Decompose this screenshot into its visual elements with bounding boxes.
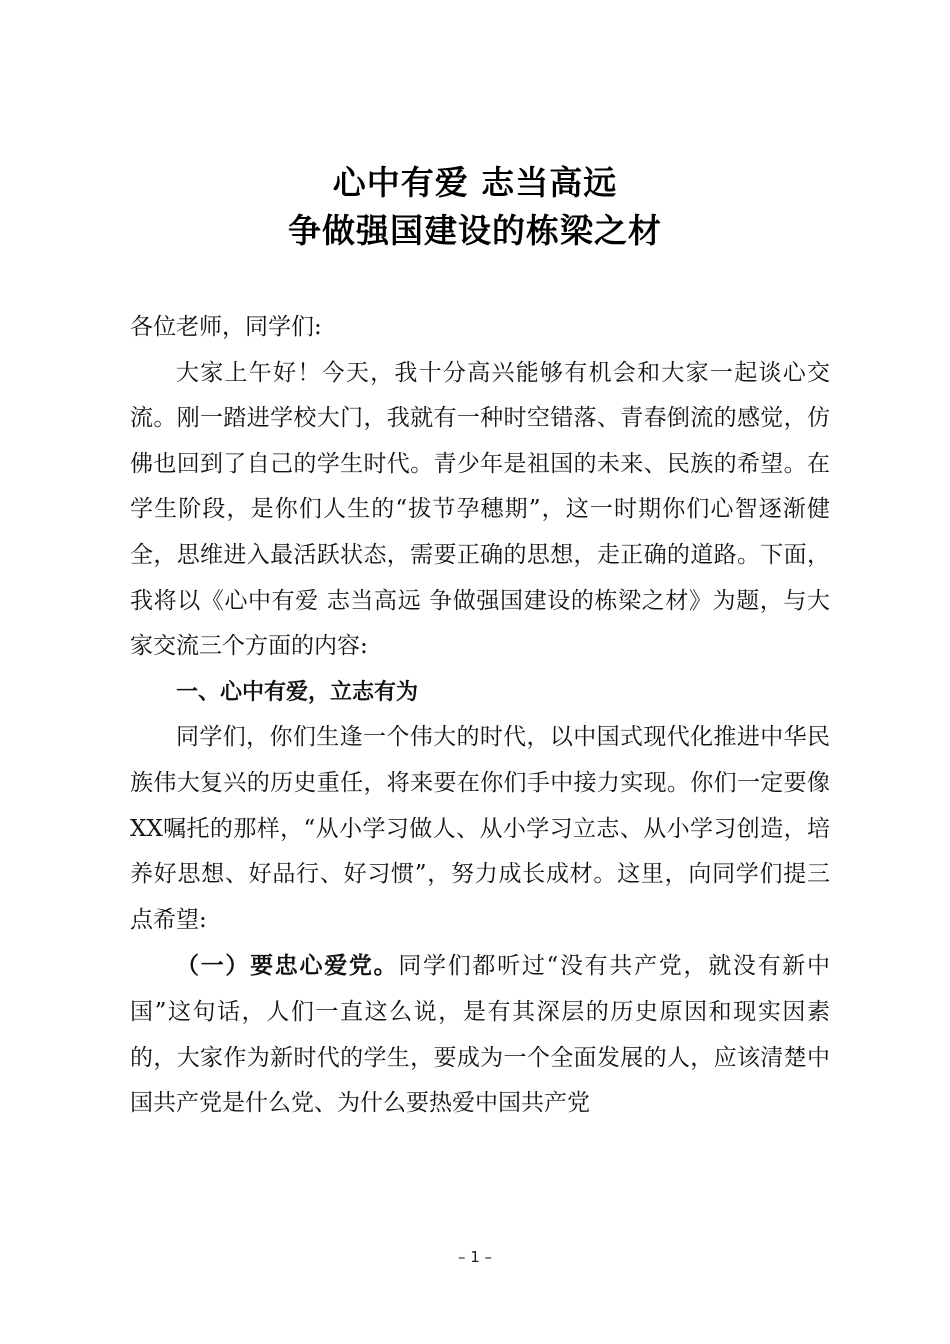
point1-text: 同学们都听过“没有共产党，就没有新中国”这句话，人们一直这么说，是有其深层的历史原因和现实因素的，大家作为新时代的学生，要成为一个全面发展的人，应该清楚中国共产党是什么党、为什么要热爱中国共产党	[130, 953, 830, 1117]
page-number: – 1 –	[457, 1248, 493, 1266]
section1-heading: 一、心中有爱，立志有为	[176, 679, 419, 705]
salutation: 各位老师，同学们:	[130, 314, 322, 340]
section1-paragraph: 同学们，你们生逢一个伟大的时代，以中国式现代化推进中华民族伟大复兴的历史重任，将来要在你们手中接力实现。你们一定要像XX嘱托的那样，“从小学习做人、从小学习立志、从小学习创造，培养好思想、好品行、好习惯”，努力成长成材。这里，向同学们提三点希望:	[130, 724, 830, 933]
point1-paragraph	[130, 943, 830, 1126]
intro-paragraph: 大家上午好！今天，我十分高兴能够有机会和大家一起谈心交流。刚一踏进学校大门，我就有一种时空错落、青春倒流的感觉，仿佛也回到了自己的学生时代。青少年是祖国的未来、民族的希望。在学生阶段，是你们人生的“拔节孕穗期”，这一时期你们心智逐渐健全，思维进入最活跃状态，需要正确的思想，走正确的道路。下面，我将以《心中有爱 志当高远 争做强国建设的栋梁之材》为题，与大家交流三个方面的内容:	[130, 359, 830, 660]
document-title-line2: 争做强国建设的栋梁之材	[288, 211, 662, 250]
point1-title: （一）要忠心爱党。	[176, 952, 399, 980]
document-body	[130, 305, 830, 1127]
document-title-line1: 心中有爱 志当高远	[332, 163, 618, 202]
